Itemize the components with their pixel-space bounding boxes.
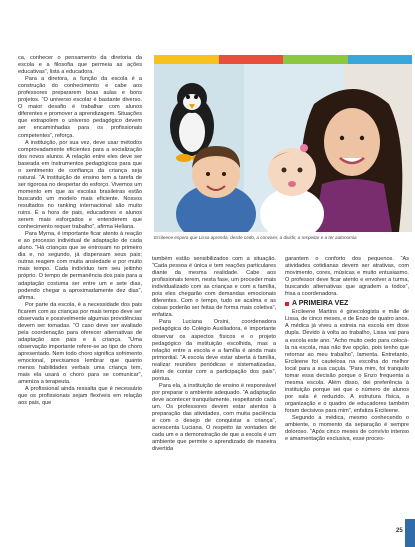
section-heading <box>285 300 409 307</box>
red-square-icon <box>285 302 289 306</box>
paragraph: Por parte da escola, é a necessidade dos pais ficarem com as crianças por mais tempo deve ser observada e possivelmente algumas providências devem ser tomadas. “O caso deve ser avaliado pela coordenação para oferecer alternativas de adaptação aos pais e à criança. “Uma observação importante refere-se ao tipo de choro apresentado. Nem todo choro significa sofrimento emocional, precisamos lembrar que quanto menos habilidades verbais uma criança tem, mais ela usará o choro para se comunicar”, ameniza a terapeuta. <box>18 301 142 386</box>
paragraph: Para ela, a instituição de ensino é responsável por preparar o ambiente adequado. “A adaptação deve acontecer tranquilamente, respeitando cada um. Os professores devem estar atentos à preparação das atividades, com muita paciência e com o desejo de conquistar a criança”, acrescenta Luciana. O respeito às vontades de cada um e a demonstração de que a escola é um ambiente que permite o aprendizado de maneira divertida <box>152 382 276 453</box>
middle-column <box>152 256 276 453</box>
color-stripe-segment <box>154 55 219 64</box>
color-stripe <box>154 55 412 64</box>
paragraph: A profissional ainda ressalta que é necessário que os profissionais sejam flexíveis em relação aos pais, que <box>18 386 142 407</box>
paragraph: Segundo a médica, mesmo conhecendo o ambiente, o momento da separação é sempre doloroso. “Após cinco meses de convívio intenso e amamentação exclusiva, esse proces- <box>285 415 409 443</box>
page-number: 25 <box>396 528 403 534</box>
color-stripe-segment <box>283 55 348 64</box>
paragraph: Para Myrna, é importante ficar atento à reação e ao processo individual de adaptação de cada aluno. “Há crianças que se entrosam no primeiro dia e, no segundo, já dispensam seus pais; outras reagem com muita ansiedade e por muito mais tempo. Cada indivíduo tem seu jeitinho próprio. O tempo de permanência dos pais para a adaptação costuma ser entre um e sete dias, podendo chegar a aproximadamente dez dias”, afirma. <box>18 231 142 301</box>
paragraph: ca, conhecer o pensamento da diretoria da escola e a filosofia que permeia as ações educativas”, lista a educadora. <box>18 55 142 76</box>
paragraph: A instituição, por sua vez, deve usar métodos comprovadamente eficientes para a socialização dos novos alunos. A relação entre eles deve ser baseada em instrumentos pedagógicos para que o sentimento de confiança da criança seja natural. “A instituição de ensino tem a tarefa de ser rigorosa no despertar do esforço. Vivemos um momento em que as escolas brasileiras estão buscando um modelo mais eficiente. Nossos resultados no ranking internacional são muito ruins. É a hora de pais, educadores e alunos serem mais esforçados e entenderem que conhecimento requer trabalho”, afirma Heliana. <box>18 139 142 231</box>
paragraph: Para Luciana Orsini, coordenadora pedagógica do Colégio Auxiliadora, é importante observar os aspectos físicos e o projeto pedagógico da instituição escolhida, mas a relação entre a escola e a família é ainda mais primordial. “A escola deve estar aberta à família, realizar reuniões periódicas e sistematizadas, além de contar com a participação dos pais”, pontua. <box>152 319 276 382</box>
family-photo-illustration <box>154 64 412 232</box>
paragraph: garantem o conforto dos pequenos. “As atividades cotidianas devem ser atrativas, com movimento, cores, músicas e muito entusiasmo. O professor deve ficar atento e envolver a turma, buscando alternativas que agradem a todos”, frisa a coordenadora. <box>285 256 409 298</box>
left-column <box>18 55 142 407</box>
section-heading-text: A PRIMEIRA VEZ <box>292 300 349 308</box>
photo-caption: Ercileene espera que Lissa aprenda, desde cedo, a conviver, a dividir, a respeitar e a ter autonomia <box>154 235 357 240</box>
photo-mother-children <box>154 64 412 232</box>
paragraph: Para a diretora, a função da escola é a construção do conhecimento e cabe aos professores prepararem boas aulas e bons projetos. “O universo escolar é bastante diverso. O maior desafio é trabalhar com alunos diferentes e promover a aprendizagem. Situações que extrapolem o universo pedagógico devem ser encaminhadas para os profissionais competentes”, reforça. <box>18 76 142 139</box>
paragraph: Ercileene Martins é ginecologista e mãe de Lissa, de cinco meses, e de Enzo de quatro anos. A médica já viveu a estreia na escola em dose dupla. Devido à volta ao trabalho, Lissa vai para a escola este ano. “Acho muito cedo para colocá-la na escola, mas não tive opção, pois tenho que retornar ao meu trabalho”, lamenta. Entretanto, Ercileene foi cautelosa na escolha do melhor local para a sua caçula. “Para mim, foi tranquilo tomar essa decisão porque o Enzo frequenta a mesma escola. Além disso, dei preferência à instituição porque sei que o número de alunos por sala é reduzido. A estrutura física, a organização e o quadro de educadores também foram decisivos para mim”, enfatiza Ercileene. <box>285 309 409 414</box>
color-stripe-segment <box>348 55 413 64</box>
color-stripe-segment <box>219 55 284 64</box>
right-column-intro <box>285 256 409 298</box>
right-column <box>285 256 409 443</box>
right-column-body <box>285 309 409 443</box>
page-edge-bar <box>405 519 415 547</box>
paragraph: também estão sensibilizados com a situação. “Cada pessoa é única e tem reações particulares diante da mesma realidade. Cabe aos profissionais terem, nesta fase, um proceder mais individualizado com as crianças e com a família, pois eles chegarão com demandas emocionais diferentes. Com o tempo, tudo se acalma e as coisas poderão ser feitas de forma mais coletiva”, enfatiza. <box>152 256 276 319</box>
